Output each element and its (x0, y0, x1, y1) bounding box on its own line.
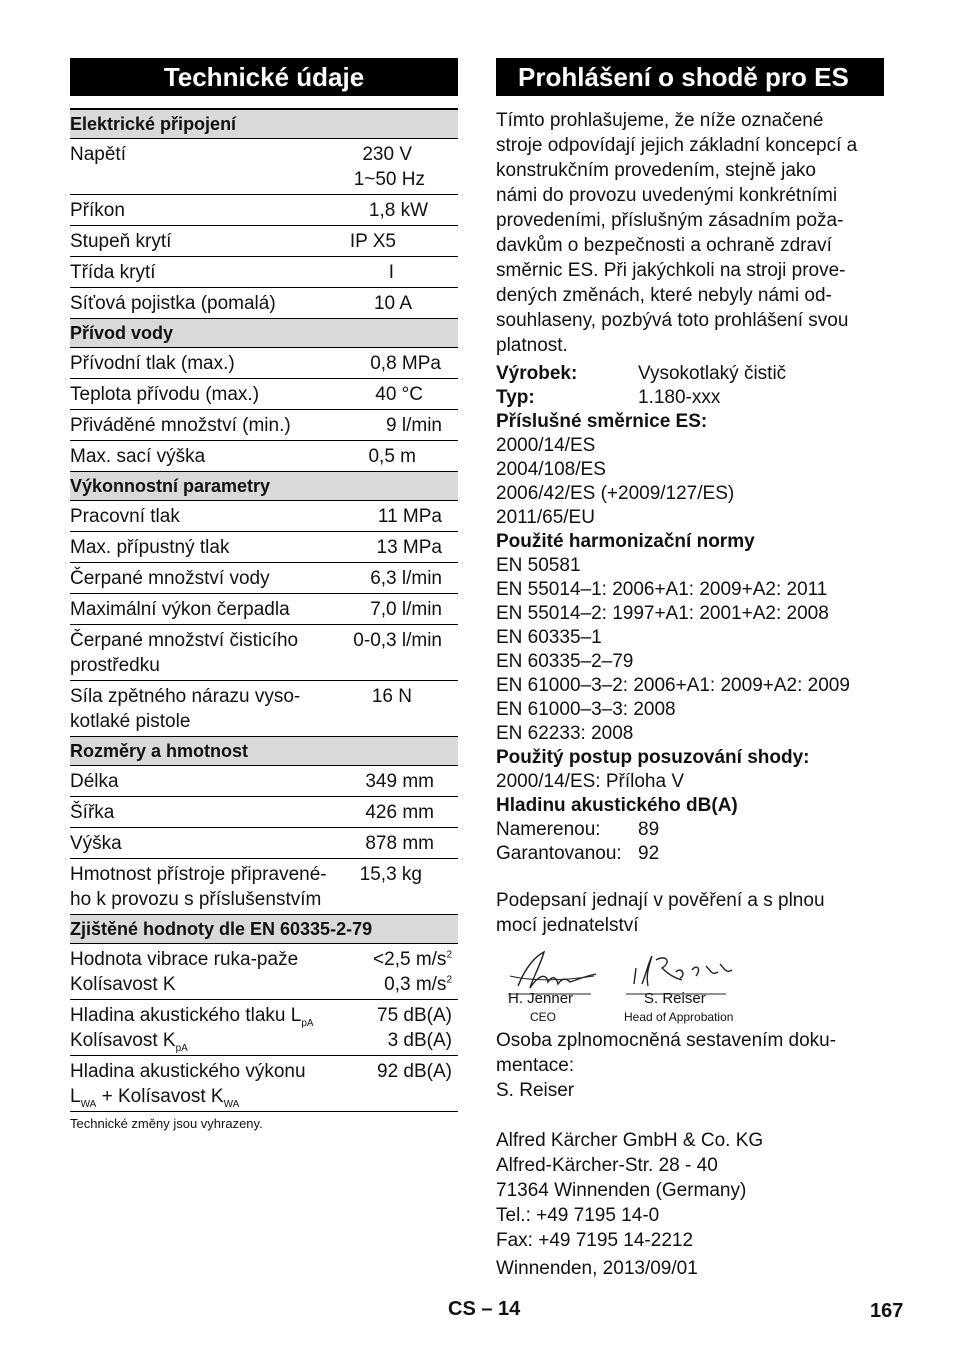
signatures (496, 946, 884, 1042)
technical-changes-note: Technické změny jsou vyhrazeny. (70, 1116, 263, 1131)
table-row: Třída krytí I (70, 257, 458, 288)
table-row: Délka 349 mm (70, 766, 458, 797)
directives-title: Příslušné směrnice ES: (496, 411, 708, 432)
table-row: Maximální výkon čerpadla 7,0 l/min (70, 594, 458, 625)
section-header: Přívod vody (70, 319, 458, 348)
table-row: Max. přípustný tlak 13 MPa (70, 532, 458, 563)
section-page-label: CS – 14 (448, 1298, 521, 1320)
norms-list: EN 50581 EN 55014–1: 2006+A1: 2009+A2: 2011 EN 55014–2: 1997+A1: 2001+A2: 2008 EN 60335–1 EN 60335–2–79 EN 61000–3–2: 2006+A1: 2009+A2: 2009 EN 61000–3–3: 2008 EN 62233: 2008 (496, 555, 850, 744)
table-row: Teplota přívodu (max.) 40 °C (70, 379, 458, 410)
measured-row: Namerenou: 89 (496, 819, 660, 840)
company-address: Alfred Kärcher GmbH & Co. KG Alfred-Kärcher-Str. 28 - 40 71364 Winnenden (Germany) Tel.: +49 7195 14-0 Fax: +49 7195 14-2212 (496, 1130, 764, 1251)
declaration-intro: Tímto prohlašujeme, že níže označené stroje odpovídají jejich základní koncepcí a konstrukčním provedením, stejně jako námi do provozu uvedenými konkrétními provedeními, příslušným zásadním poža- davkům o bezpečnosti a ochraně zdraví směrnic ES. Při jakýchkoli na stroji prove- dených změnách, které nebyly námi od- souhlaseny, pozbývá toto prohlášení svou platnost. (496, 110, 858, 356)
table-row: Výška 878 mm (70, 828, 458, 859)
table-row: Síla zpětného nárazu vyso- kotlaké pistole 16 N (70, 681, 458, 737)
signer1-title: CEO (530, 1010, 557, 1024)
table-row: Čerpané množství vody 6,3 l/min (70, 563, 458, 594)
table-row: Max. sací výška 0,5 m (70, 441, 458, 472)
technical-data-column (70, 58, 458, 1131)
table-row: Přívodní tlak (max.) 0,8 MPa (70, 348, 458, 379)
table-row: Stupeň krytí IP X5 (70, 226, 458, 257)
signer2-title: Head of Approbation (624, 1010, 734, 1024)
table-row: Přiváděné množství (min.) 9 l/min (70, 410, 458, 441)
technical-data-heading: Technické údaje (70, 58, 458, 96)
table-row: Šířka 426 mm (70, 797, 458, 828)
table-row: Napětí 230 V 1~50 Hz (70, 139, 458, 195)
section-header: Elektrické připojení (70, 109, 458, 139)
table-row: Síťová pojistka (pomalá) 10 A (70, 288, 458, 319)
table-row: Hladina akustického tlaku $L_{pA}$ Kolísavost $K_{pA}$ 75 dB(A) 3 dB(A) (70, 1000, 458, 1056)
signer1-name: H. Jenner (508, 990, 574, 1007)
table-row: Čerpané množství čisticího prostředku 0-0,3 l/min (70, 625, 458, 681)
table-row: Pracovní tlak 11 MPa (70, 501, 458, 532)
section-header: Výkonnostní parametry (70, 472, 458, 501)
table-row: Hodnota vibrace ruka-paže Kolísavost K <2,5 $m/s^2$ 0,3 $m/s^2$ (70, 944, 458, 1000)
signers-text: Podepsaní jednají v pověření a s plnou mocí jednatelství (496, 890, 825, 936)
documentation-person: Osoba zplnomocněná sestavením doku- mentace: S. Reiser (496, 1030, 837, 1101)
table-row: Příkon 1,8 kW (70, 195, 458, 226)
product-row: Výrobek: Vysokotlaký čistič (496, 363, 787, 384)
directives-list: 2000/14/ES 2004/108/ES 2006/42/ES (+2009/127/ES) 2011/65/EU (496, 435, 735, 528)
section-header: Zjištěné hodnoty dle EN 60335-2-79 (70, 915, 458, 944)
place-date: Winnenden, 2013/09/01 (496, 1258, 698, 1279)
guaranteed-row: Garantovanou: 92 (496, 843, 660, 864)
declaration-column (496, 58, 884, 1281)
norms-title: Použité harmonizační normy (496, 531, 755, 552)
table-row: Hmotnost přístroje připravené- ho k provozu s příslušenstvím 15,3 kg (70, 859, 458, 915)
procedure-title: Použitý postup posuzování shody: (496, 747, 810, 768)
table-row: Hladina akustického výkonu $L_{WA}$ + Kolísavost $K_{WA}$ 92 dB(A) (70, 1056, 458, 1112)
section-header: Rozměry a hmotnost (70, 737, 458, 766)
procedure-text: 2000/14/ES: Příloha V (496, 771, 685, 792)
declaration-heading: Prohlášení o shodě pro ES (496, 58, 884, 96)
signer2-name: S. Reiser (644, 990, 706, 1007)
type-row: Typ: 1.180-xxx (496, 387, 721, 408)
page-number: 167 (870, 1300, 904, 1322)
sound-title: Hladinu akustického dB(A) (496, 795, 738, 816)
technical-data-table (70, 108, 458, 1112)
